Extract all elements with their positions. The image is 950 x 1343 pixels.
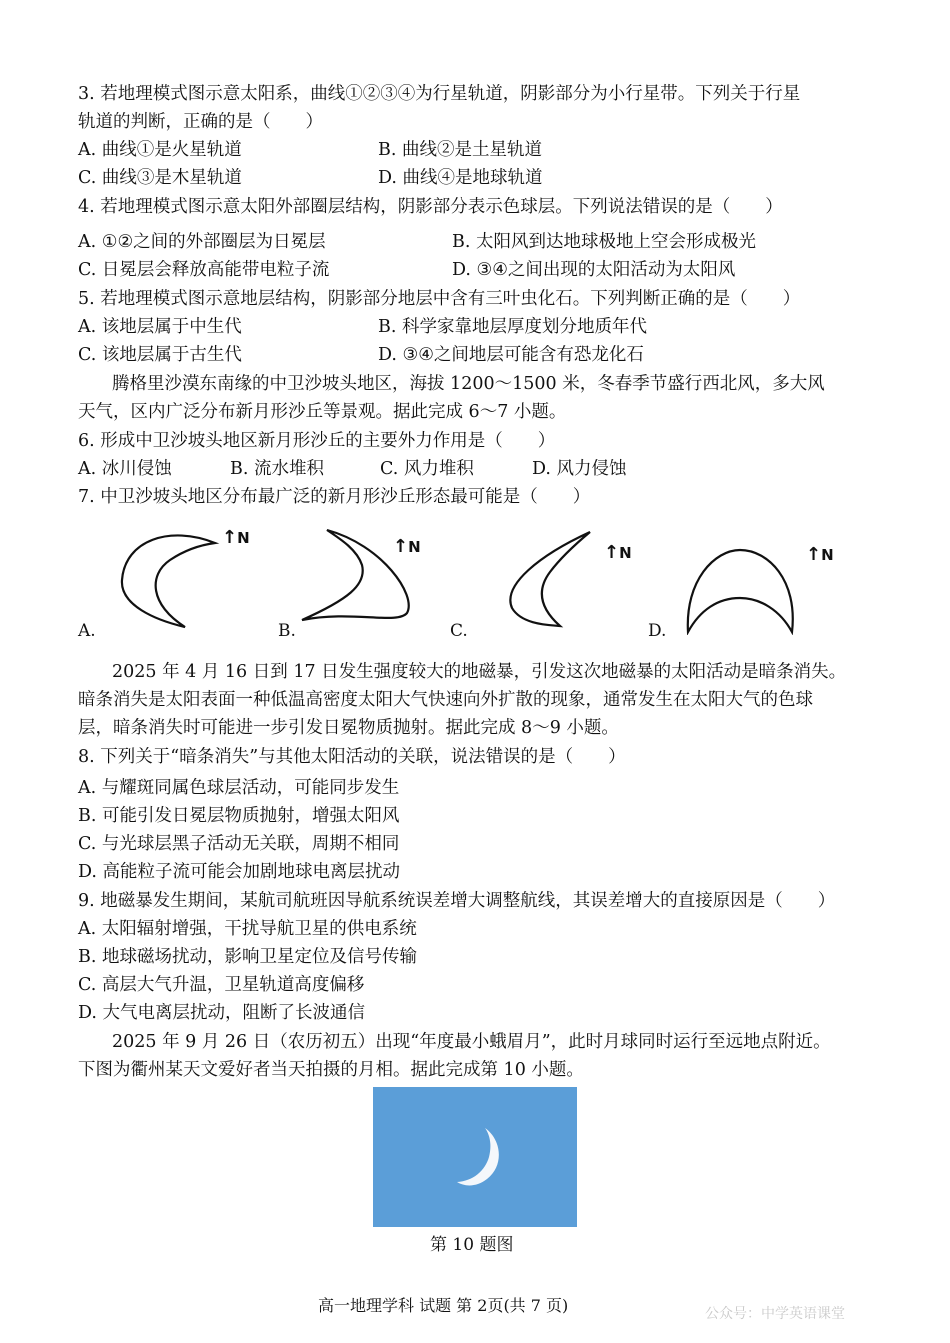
passage3-line2: 下图为衢州某天文爱好者当天拍摄的月相。据此完成第 10 小题。	[78, 1060, 584, 1080]
q4-option-b: B. 太阳风到达地球极地上空会形成极光	[452, 232, 756, 252]
q4-stem: 4. 若地理模式图示意太阳外部圈层结构，阴影部分表示色球层。下列说法错误的是（ ）	[78, 197, 783, 217]
q6-option-b: B. 流水堆积	[230, 459, 324, 479]
q8-option-a: A. 与耀斑同属色球层活动，可能同步发生	[78, 778, 400, 798]
q9-option-a: A. 太阳辐射增强，干扰导航卫星的供电系统	[78, 919, 417, 939]
q4-option-c: C. 日冕层会释放高能带电粒子流	[78, 260, 330, 280]
dune-a-figure	[110, 525, 220, 630]
passage2-line2: 暗条消失是太阳表面一种低温高密度太阳大气快速向外扩散的现象，通常发生在太阳大气的色球	[78, 690, 813, 710]
passage3-line1: 2025 年 9 月 26 日（农历初五）出现“年度最小蛾眉月”，此时月球同时运行至远地点附近。	[112, 1032, 831, 1052]
q9-option-b: B. 地球磁场扰动，影响卫星定位及信号传输	[78, 947, 417, 967]
passage2-line1: 2025 年 4 月 16 日到 17 日发生强度较大的地磁暴，引发这次地磁暴的太阳活动是暗条消失。	[112, 662, 847, 682]
figure-caption: 第 10 题图	[430, 1235, 514, 1255]
q6-stem: 6. 形成中卫沙坡头地区新月形沙丘的主要外力作用是（ ）	[78, 431, 556, 451]
dune-a-north-arrow: ↑N	[222, 527, 250, 548]
q3-option-d: D. 曲线④是地球轨道	[378, 168, 543, 188]
dune-c-north-arrow: ↑N	[604, 542, 632, 563]
q4-option-a: A. ①②之间的外部圈层为日冕层	[78, 232, 326, 252]
q5-option-c: C. 该地层属于古生代	[78, 345, 242, 365]
page-footer: 高一地理学科 试题 第 2页(共 7 页)	[318, 1296, 569, 1315]
q8-option-d: D. 高能粒子流可能会加剧地球电离层扰动	[78, 862, 401, 882]
moon-photo	[373, 1087, 577, 1227]
q6-option-c: C. 风力堆积	[380, 459, 474, 479]
q8-stem: 8. 下列关于“暗条消失”与其他太阳活动的关联，说法错误的是（ ）	[78, 747, 626, 767]
q5-option-a: A. 该地层属于中生代	[78, 317, 242, 337]
q3-option-a: A. 曲线①是火星轨道	[78, 140, 242, 160]
passage2-line3: 层，暗条消失时可能进一步引发日冕物质抛射。据此完成 8～9 小题。	[78, 718, 619, 738]
dune-c-north-label: N	[619, 544, 632, 562]
q8-option-c: C. 与光球层黑子活动无关联，周期不相同	[78, 834, 400, 854]
passage1-line2: 天气，区内广泛分布新月形沙丘等景观。据此完成 6～7 小题。	[78, 402, 567, 422]
crescent-moon-icon	[373, 1087, 577, 1227]
q9-stem: 9. 地磁暴发生期间，某航司航班因导航系统误差增大调整航线，其误差增大的直接原因是（ ）	[78, 891, 836, 911]
watermark: 公众号：中学英语课堂	[705, 1306, 845, 1322]
dune-d-label: D.	[648, 621, 667, 641]
q5-stem: 5. 若地理模式图示意地层结构，阴影部分地层中含有三叶虫化石。下列判断正确的是（ ）	[78, 289, 801, 309]
dune-c-label: C.	[450, 621, 468, 641]
q5-option-d: D. ③④之间地层可能含有恐龙化石	[378, 345, 644, 365]
q3-stem-line2: 轨道的判断，正确的是（ ）	[78, 112, 323, 132]
q6-option-a: A. 冰川侵蚀	[78, 459, 172, 479]
dune-d-north-label: N	[821, 546, 834, 564]
dune-c-figure	[500, 530, 600, 630]
q5-option-b: B. 科学家靠地层厚度划分地质年代	[378, 317, 647, 337]
dune-d-north-arrow: ↑N	[806, 544, 834, 565]
q9-option-c: C. 高层大气升温，卫星轨道高度偏移	[78, 975, 365, 995]
passage1-line1: 腾格里沙漠东南缘的中卫沙坡头地区，海拔 1200～1500 米，冬春季节盛行西北风，多大风	[112, 374, 825, 394]
q6-option-d: D. 风力侵蚀	[532, 459, 627, 479]
q4-option-d: D. ③④之间出现的太阳活动为太阳风	[452, 260, 736, 280]
q3-stem-line1: 3. 若地理模式图示意太阳系，曲线①②③④为行星轨道，阴影部分为小行星带。下列关于行星	[78, 84, 801, 104]
q7-stem: 7. 中卫沙坡头地区分布最广泛的新月形沙丘形态最可能是（ ）	[78, 487, 591, 507]
q8-option-b: B. 可能引发日冕层物质抛射，增强太阳风	[78, 806, 400, 826]
dune-a-label: A.	[78, 621, 96, 641]
q3-option-b: B. 曲线②是土星轨道	[378, 140, 542, 160]
q3-option-c: C. 曲线③是木星轨道	[78, 168, 242, 188]
dune-d-figure	[680, 540, 800, 635]
dune-b-north-arrow: ↑N	[393, 536, 421, 557]
dune-b-label: B.	[278, 621, 296, 641]
dune-a-north-label: N	[237, 529, 250, 547]
dune-b-north-label: N	[408, 538, 421, 556]
q9-option-d: D. 大气电离层扰动，阻断了长波通信	[78, 1003, 366, 1023]
